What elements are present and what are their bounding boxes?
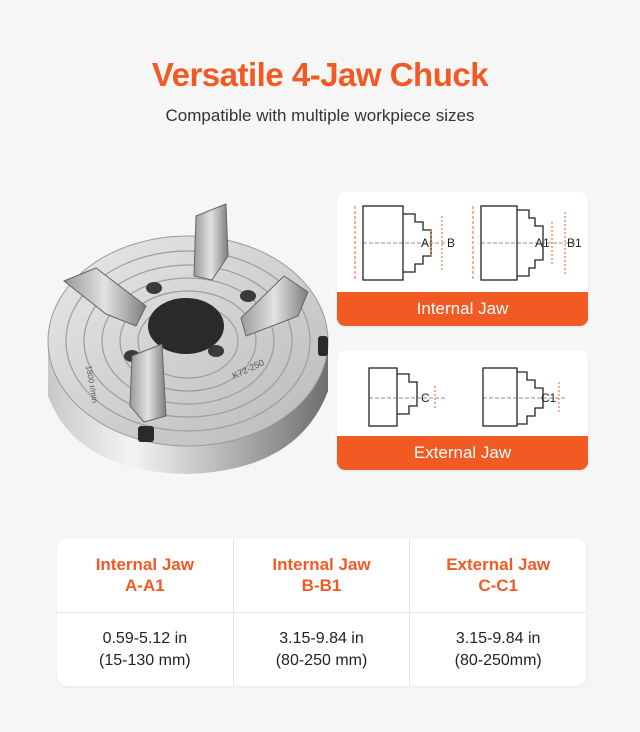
dim-b1-label: B1 (567, 236, 582, 250)
chuck-illustration (36, 196, 336, 486)
spec-data-cell (409, 613, 586, 686)
column-code: A-A1 (125, 576, 165, 595)
chuck-engraving-model: K72-250 (230, 357, 266, 381)
range-millimeters: (80-250 mm) (275, 651, 368, 669)
internal-jaw-diagram (337, 192, 588, 292)
dim-a-label: A (421, 236, 430, 250)
page-subtitle: Compatible with multiple workpiece sizes (165, 106, 475, 125)
dim-b-label: B (447, 236, 456, 250)
spec-data-cell (233, 613, 410, 686)
dim-c-label: C (421, 391, 430, 405)
spec-table (57, 538, 586, 686)
range-millimeters: (80-250mm) (454, 651, 542, 669)
external-jaw-label: External Jaw (337, 436, 588, 470)
spec-header-cell (57, 538, 233, 612)
range-inches: 3.15-9.84 in (279, 629, 364, 647)
column-title: Internal Jaw (272, 555, 371, 574)
spec-header-cell (409, 538, 586, 612)
page-title: Versatile 4-Jaw Chuck (151, 56, 489, 93)
column-title: Internal Jaw (95, 555, 194, 574)
range-millimeters: (15-130 mm) (99, 651, 191, 669)
spec-header-cell (233, 538, 410, 612)
external-jaw-card (337, 350, 588, 470)
range-inches: 3.15-9.84 in (455, 629, 541, 647)
column-code: B-B1 (301, 576, 342, 595)
dim-a1-label: A1 (535, 236, 550, 250)
external-jaw-diagram (337, 350, 588, 436)
column-title: External Jaw (446, 555, 551, 574)
spec-data-cell (57, 613, 233, 686)
range-inches: 0.59-5.12 in (102, 629, 188, 647)
internal-jaw-label: Internal Jaw (337, 292, 588, 326)
column-code: C-C1 (478, 576, 519, 595)
spec-table-header-row (57, 538, 586, 612)
chuck-engraving-speed: 1800 r/min (84, 364, 100, 404)
dim-c1-label: C1 (541, 391, 557, 405)
spec-table-data-row (57, 612, 586, 686)
internal-jaw-card (337, 192, 588, 326)
